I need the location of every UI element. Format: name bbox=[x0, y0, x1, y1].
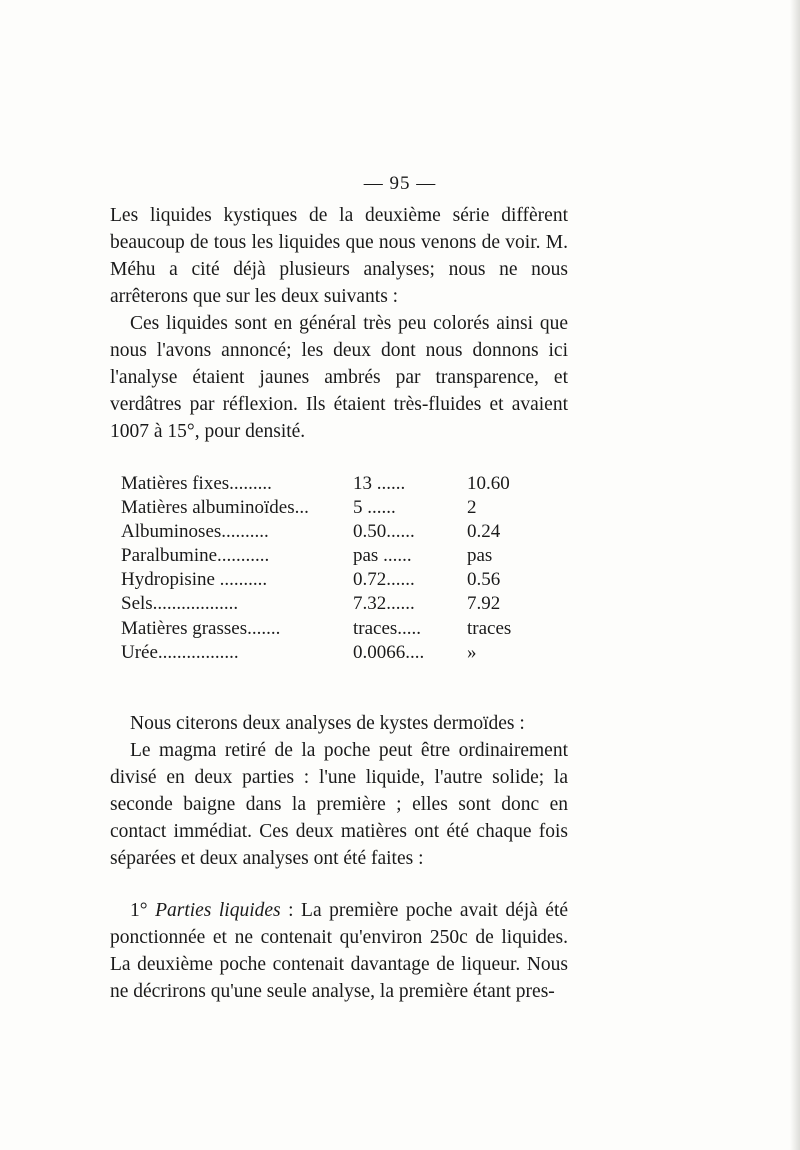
table-row bbox=[121, 520, 547, 544]
page-number: — 95 — bbox=[363, 173, 437, 194]
table-cell-v2: traces bbox=[467, 617, 512, 639]
table-cell-v1: 5 ...... bbox=[353, 497, 396, 519]
table-cell-label: Urée................. bbox=[121, 641, 239, 663]
text-block-intro bbox=[110, 202, 568, 445]
table-cell-v2: 10.60 bbox=[467, 473, 510, 494]
table-cell-label: Matières albuminoïdes... bbox=[121, 497, 309, 519]
table-row bbox=[121, 592, 547, 616]
table-row bbox=[121, 544, 547, 568]
text-block-dermoid bbox=[110, 710, 568, 872]
table-cell-label: Paralbumine........... bbox=[121, 545, 270, 567]
paragraph-1: Les liquides kystiques de la deuxième série diffèrent beaucoup de tous les liquides que nous venons de voir. M. Méhu a cité déjà plusieurs analyses; nous ne nous arrêterons que sur les deux suivants : bbox=[110, 205, 568, 307]
table-cell-label: Hydropisine .......... bbox=[121, 569, 268, 591]
table-row bbox=[121, 617, 547, 641]
table-row bbox=[121, 472, 547, 496]
text-block-liquid-parts bbox=[110, 897, 568, 1005]
table-cell-v1: pas ...... bbox=[353, 545, 412, 567]
table-row bbox=[121, 496, 547, 520]
table-cell-label: Matières fixes......... bbox=[121, 473, 272, 494]
table-cell-v1: 7.32...... bbox=[353, 593, 415, 615]
table-cell-v2: 0.24 bbox=[467, 521, 501, 543]
section-title: Parties liquides bbox=[155, 900, 281, 921]
table-cell-v2: 0.56 bbox=[467, 569, 501, 591]
table-cell-v1: 0.0066.... bbox=[353, 641, 425, 663]
paragraph-4: Le magma retiré de la poche peut être ordinairement divisé en deux parties : l'une liquide, l'autre solide; la seconde baigne dans la première ; elles sont donc en contact immédiat. Ces deux matières ont été chaque fois séparées et deux analyses ont été faites : bbox=[110, 740, 568, 869]
analysis-table bbox=[121, 472, 547, 665]
paragraph-2: Ces liquides sont en général très peu colorés ainsi que nous l'avons annoncé; les deux dont nous donnons ici l'analyse étaient jaunes ambrés par transparence, et verdâtres par réflexion. Ils étaient très-fluides et avaient 1007 à 15°, pour densité. bbox=[110, 313, 568, 442]
table-cell-label: Albuminoses.......... bbox=[121, 521, 269, 543]
table-cell-label: Matières grasses....... bbox=[121, 617, 281, 639]
table-cell-v2: pas bbox=[467, 545, 493, 567]
paragraph-5 bbox=[110, 897, 568, 1005]
table-cell-v2: » bbox=[467, 641, 477, 663]
section-body: : La première poche avait déjà été ponctionnée et ne contenait qu'environ 250c de liquides. La deuxième poche contenait davantage de liqueur. Nous ne décrirons qu'une seule analyse, la première étant pres- bbox=[110, 900, 569, 1002]
paragraph-3: Nous citerons deux analyses de kystes dermoïdes : bbox=[130, 713, 525, 734]
table-cell-v1: 13 ...... bbox=[353, 473, 406, 494]
page-edge-shadow bbox=[790, 0, 800, 1150]
table-row bbox=[121, 641, 547, 665]
table-cell-v1: 0.50...... bbox=[353, 521, 415, 543]
table-cell-v2: 7.92 bbox=[467, 593, 501, 615]
table-cell-v1: traces..... bbox=[353, 617, 422, 639]
table-cell-v1: 0.72...... bbox=[353, 569, 415, 591]
table-cell-v2: 2 bbox=[467, 497, 477, 519]
table-row bbox=[121, 568, 547, 592]
table-cell-label: Sels.................. bbox=[121, 593, 239, 615]
section-number: 1° bbox=[130, 900, 148, 921]
